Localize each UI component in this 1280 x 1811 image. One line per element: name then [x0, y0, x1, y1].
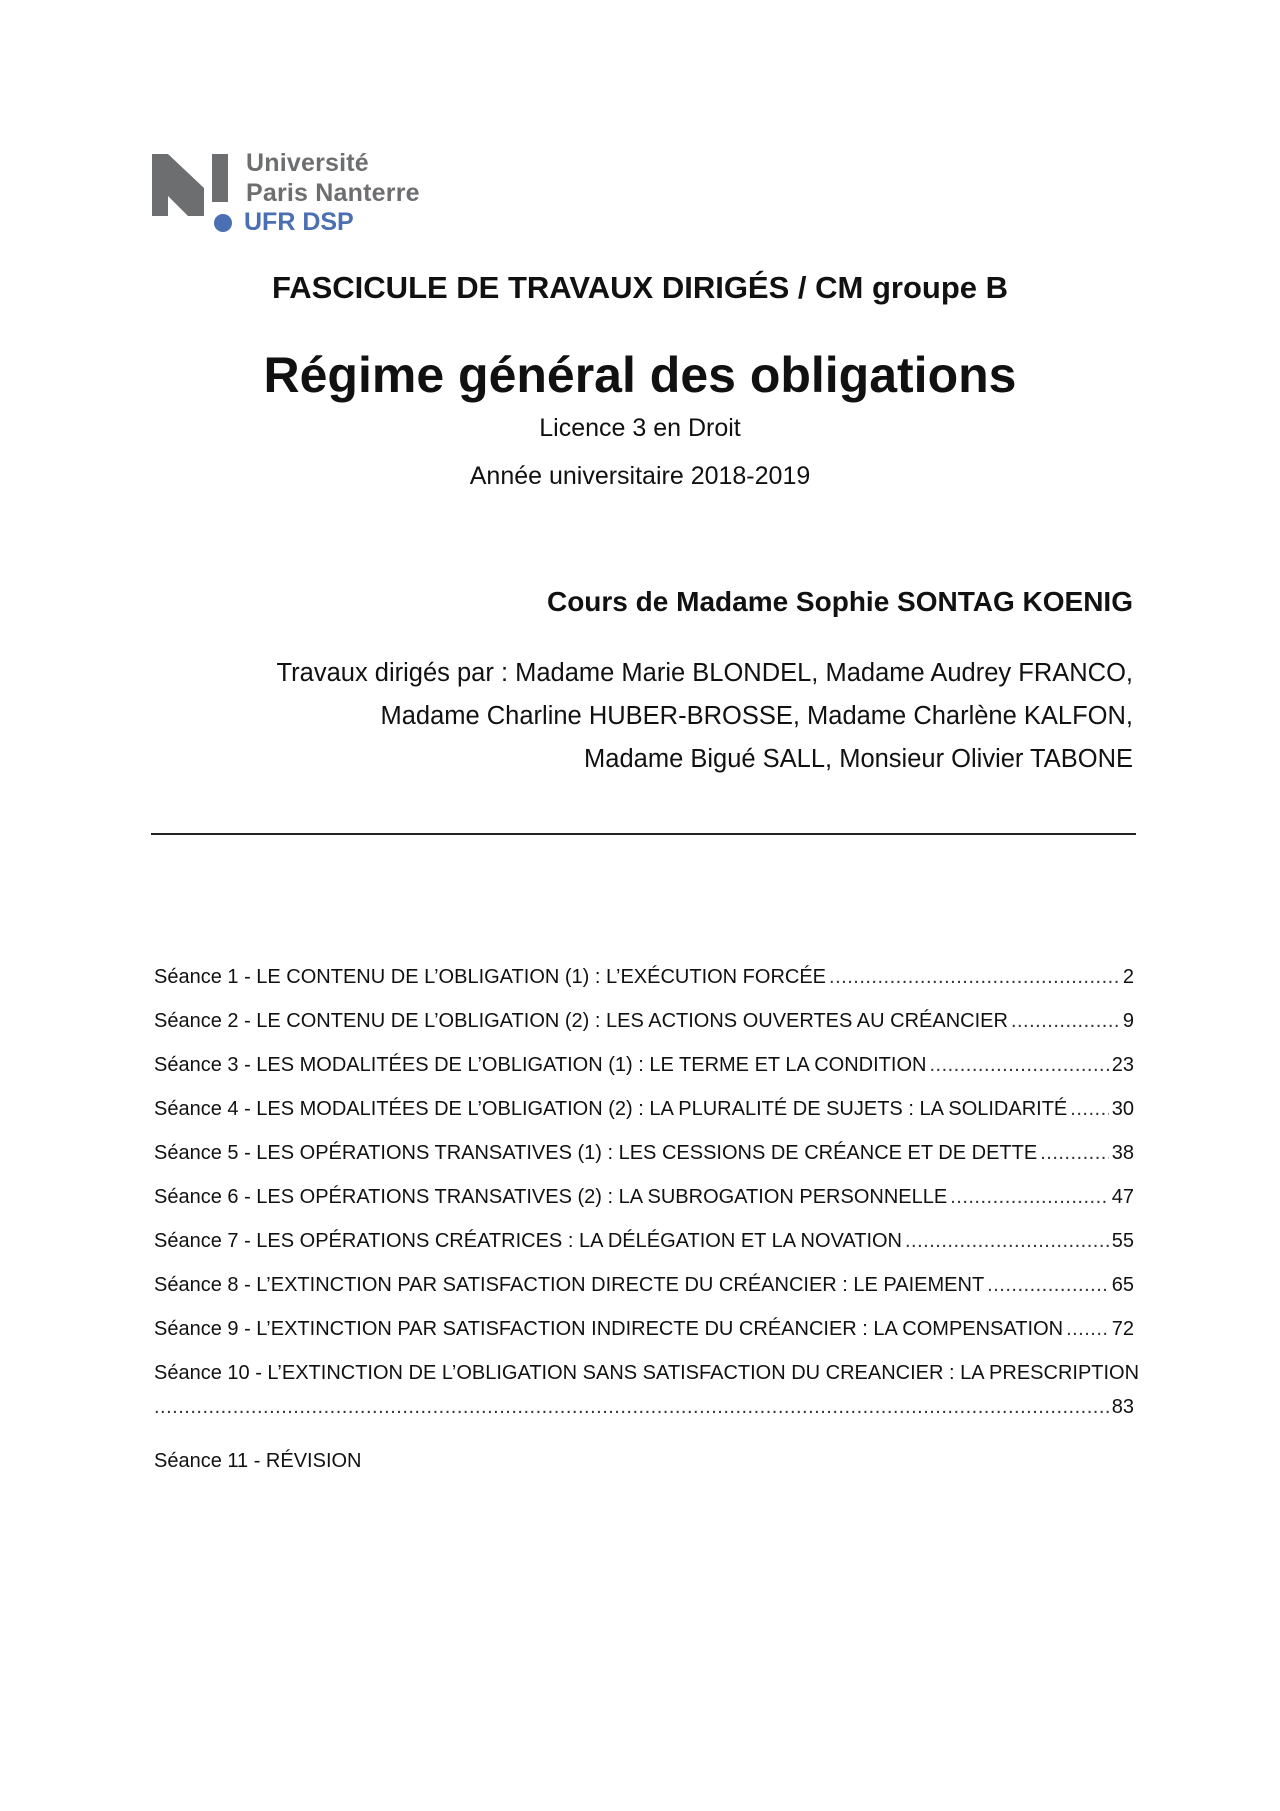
toc-entry-title: Séance 2 - LE CONTENU DE L’OBLIGATION (2) : LES ACTIONS OUVERTES AU CRÉANCIER: [154, 1010, 1008, 1032]
toc-entry[interactable]: [154, 1274, 1134, 1318]
course-professor: Cours de Madame Sophie SONTAG KOENIG: [546, 586, 1133, 617]
toc-leader: [905, 1230, 1109, 1253]
toc-entry-page: 23: [1111, 1054, 1134, 1076]
section-divider: [151, 833, 1136, 835]
td-line: Madame Charline HUBER-BROSSE, Madame Charlène KALFON,: [380, 702, 1133, 730]
toc-entry-page: 83: [1111, 1396, 1134, 1418]
toc-leader: [829, 966, 1120, 989]
toc-entry[interactable]: [154, 1450, 1134, 1494]
toc-entry[interactable]: [154, 1010, 1134, 1054]
table-of-contents: [154, 966, 1140, 1494]
toc-entry-leader-row: [154, 1396, 1134, 1419]
toc-entry-page: 55: [1111, 1230, 1134, 1252]
logo-ufr-text: UFR DSP: [244, 208, 354, 236]
toc-entry-title: Séance 8 - L’EXTINCTION PAR SATISFACTION DIRECTE DU CRÉANCIER : LE PAIEMENT: [154, 1274, 985, 1296]
toc-leader: [1040, 1142, 1109, 1165]
university-logo: [152, 148, 452, 240]
licence-subtitle: Licence 3 en Droit: [539, 414, 741, 442]
toc-entry[interactable]: [154, 1318, 1134, 1362]
toc-entry[interactable]: [154, 1098, 1134, 1142]
logo-ufr: [214, 208, 354, 237]
logo-dot-icon: [214, 214, 232, 232]
toc-leader: [1070, 1098, 1108, 1121]
page-title: Régime général des obligations: [263, 347, 1017, 403]
td-line: Travaux dirigés par : Madame Marie BLONDEL, Madame Audrey FRANCO,: [276, 659, 1133, 687]
toc-entry[interactable]: [154, 1230, 1134, 1274]
toc-leader: [1066, 1318, 1109, 1341]
fascicule-heading: FASCICULE DE TRAVAUX DIRIGÉS / CM groupe B: [272, 270, 1008, 305]
toc-entry-page: 38: [1111, 1142, 1134, 1164]
td-instructors: [173, 652, 1133, 781]
toc-leader: [987, 1274, 1109, 1297]
toc-entry-page: 47: [1111, 1186, 1134, 1208]
toc-leader: [929, 1054, 1108, 1077]
toc-entry-title: Séance 10 - L’EXTINCTION DE L’OBLIGATION SANS SATISFACTION DU CREANCIER : LA PRESCRIPTION: [154, 1362, 1140, 1384]
toc-entry-page: 9: [1122, 1010, 1134, 1032]
toc-entry[interactable]: [154, 1186, 1134, 1230]
toc-entry-title: Séance 5 - LES OPÉRATIONS TRANSATIVES (1) : LES CESSIONS DE CRÉANCE ET DE DETTE: [154, 1142, 1038, 1164]
toc-entry-title: Séance 11 - RÉVISION: [154, 1450, 362, 1472]
toc-entry-page: 2: [1122, 966, 1134, 988]
logo-line-paris-nanterre: Paris Nanterre: [246, 179, 420, 207]
toc-entry-page: 30: [1111, 1098, 1134, 1120]
toc-entry[interactable]: [154, 1362, 1140, 1450]
toc-leader: [950, 1186, 1109, 1209]
toc-entry[interactable]: [154, 1142, 1134, 1186]
toc-entry-page: 72: [1111, 1318, 1134, 1340]
toc-entry-title: Séance 3 - LES MODALITÉES DE L’OBLIGATION (1) : LE TERME ET LA CONDITION: [154, 1054, 927, 1076]
toc-entry[interactable]: [154, 1054, 1134, 1098]
toc-entry-title: Séance 9 - L’EXTINCTION PAR SATISFACTION INDIRECTE DU CRÉANCIER : LA COMPENSATION: [154, 1318, 1064, 1340]
td-line: Madame Bigué SALL, Monsieur Olivier TABONE: [584, 745, 1133, 773]
toc-entry-title: Séance 4 - LES MODALITÉES DE L’OBLIGATION (2) : LA PLURALITÉ DE SUJETS : LA SOLIDARITÉ: [154, 1098, 1068, 1120]
toc-entry-title: Séance 6 - LES OPÉRATIONS TRANSATIVES (2) : LA SUBROGATION PERSONNELLE: [154, 1186, 948, 1208]
toc-leader: [154, 1396, 1109, 1419]
academic-year: Année universitaire 2018-2019: [469, 462, 811, 490]
toc-entry-title: Séance 7 - LES OPÉRATIONS CRÉATRICES : LA DÉLÉGATION ET LA NOVATION: [154, 1230, 902, 1252]
toc-leader: [1011, 1010, 1120, 1033]
logo-line-universite: Université: [246, 149, 369, 177]
logo-wordmark: [246, 148, 420, 208]
nanterre-logo-mark-icon: [152, 154, 232, 216]
toc-entry[interactable]: [154, 966, 1134, 1010]
toc-entry-page: 65: [1111, 1274, 1134, 1296]
toc-entry-title: Séance 1 - LE CONTENU DE L’OBLIGATION (1) : L’EXÉCUTION FORCÉE: [154, 966, 827, 988]
